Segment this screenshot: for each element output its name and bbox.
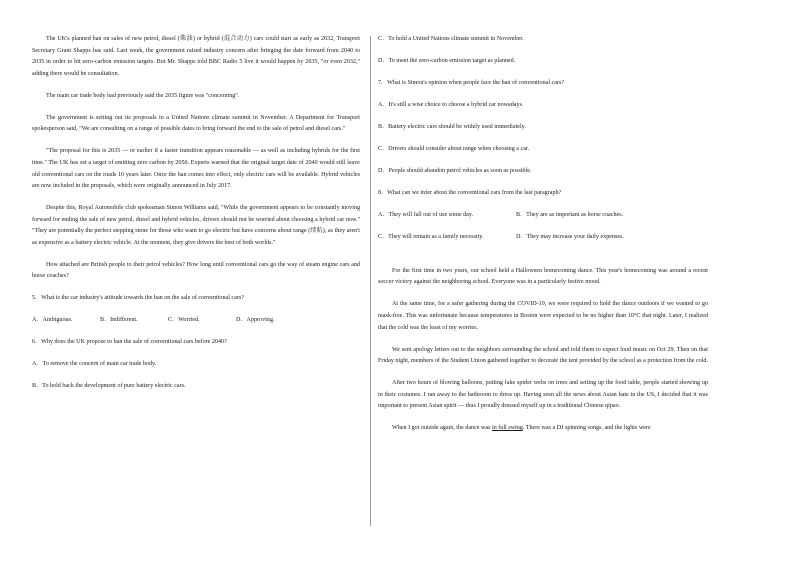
passage1-paragraph-2: The main car trade body had previously said the 2035 figure was "concerning". bbox=[46, 92, 240, 99]
q7-option-b: B．Battery electric cars should be widely used immediately. bbox=[378, 123, 526, 130]
q8-option-d: D．They may increase your daily expenses. bbox=[516, 233, 624, 240]
passage2-paragraph-2: At the same time, for a safer gathering during the COVID-19, we were required to hold the dance outdoors if we wanted to go mask-free. This was unfortunate because temperatures in Boston were expected to be no higher than 10°C that night. Later, I realized that the cold was the least of my worries. bbox=[378, 301, 708, 331]
paragraph-5-text-after: . There was a DJ spinning songs, and the lights were bbox=[522, 425, 651, 432]
q8-option-c: C．They will remain as a family necessity. bbox=[378, 233, 484, 240]
passage2-paragraph-5 bbox=[378, 423, 708, 435]
question-8: 8．What can we infer about the conventional cars from the last paragraph? bbox=[378, 189, 562, 196]
question-6: 6．Why does the UK propose to ban the sale of conventional cars before 2040? bbox=[32, 339, 227, 346]
underlined-phrase: in full swing bbox=[492, 425, 523, 432]
q5-option-d: D．Approving. bbox=[236, 317, 275, 324]
q8-option-a: A．They will fall out of use some day. bbox=[378, 211, 474, 218]
question-8-options-row-1 bbox=[378, 210, 708, 222]
left-column bbox=[32, 34, 360, 403]
section-gap bbox=[378, 254, 708, 266]
q7-option-d: D．People should abandon petrol vehicles as soon as possible. bbox=[378, 167, 532, 174]
question-8-options-row-2 bbox=[378, 232, 708, 244]
q5-option-c: C．Worried. bbox=[168, 317, 200, 324]
q7-option-c: C．Drivers should consider about range when choosing a car. bbox=[378, 145, 530, 152]
q6-option-a: A．To remove the concern of main car trade body. bbox=[32, 361, 157, 368]
right-column bbox=[378, 34, 708, 445]
question-5: 5．What is the car industry's attitude towards the ban on the sale of conventional cars? bbox=[32, 295, 244, 302]
q6-option-b: B．To hold back the development of pure battery electric cars. bbox=[32, 383, 186, 390]
passage2-paragraph-1: For the first time in two years, our school held a Halloween homecoming dance. This year's homecoming was around a recent soccer victory against the neighboring school. Everyone was in a particularly festive mood. bbox=[378, 267, 708, 286]
passage1-paragraph-1: The UK's planned ban on sales of new petrol, diesel (柴油) or hybrid (混合动力) cars could start as early as 2032, Transport Secretary Grant Shapps has said. Last week, the government raised industry concern after bringing the date forward from 2040 to 2035 in order to hit zero-carbon emission targets. But Mr. Shapps told BBC Radio 5 live it would happen by 2035, "or even 2032," adding there would be consultation. bbox=[32, 36, 360, 77]
passage1-paragraph-4: "The proposal for this is 2035 — or earlier if a faster transition appears reasonable — as well as including hybrids for the first time." The UK has set a target of emitting zero carbon by 2050. Experts warned that the original target date of 2040 would still leave old conventional cars on the roads 10 years later. Once the ban comes into effect, only electric cars will be available. Hybrid vehicles are now included in the proposals, which were originally announced in July 2017. bbox=[32, 148, 360, 190]
q6-option-c: C．To hold a United Nations climate summit in November. bbox=[378, 36, 524, 42]
q5-option-b: B．Indifferent. bbox=[100, 317, 138, 324]
question-7: 7．What is Simon's opinion when people face the ban of conventional cars? bbox=[378, 79, 565, 86]
passage2-paragraph-4: After two hours of blowing balloons, putting fake spider webs on trees and setting up the food table, people started showing up in their costumes. I ran away to the bathroom to dress up. Having seen all the news about Asian hate in the US, I decided that it was important to present Asian spirit — thus I proudly dressed myself up in a traditional Chinese qipao. bbox=[378, 380, 708, 410]
column-divider bbox=[370, 36, 371, 526]
q7-option-a: A．It's still a wise choice to choose a hybrid car nowadays. bbox=[378, 101, 524, 108]
passage1-paragraph-6: How attached are British people to their petrol vehicles? How long until conventional cars go the way of steam engine cars and horse coaches? bbox=[32, 261, 360, 280]
passage1-paragraph-3: The government is setting out its proposals in a United Nations climate summit in November. A Department for Transport spokesperson said, "We are consulting on a range of possible dates to bring forward the end to the sale of petrol and diesel cars." bbox=[32, 114, 360, 133]
q5-option-a: A．Ambiguous. bbox=[32, 317, 73, 324]
q8-option-b: B．They are as important as horse coaches. bbox=[516, 211, 624, 218]
passage1-paragraph-5: Despite this, Royal Automobile club spokesman Simon Williams said, "While the government appears to be constantly moving forward for ending the sale of new petrol, diesel and hybrid vehicles, drivers should not be worried about choosing a hybrid car now." "They are potentially the perfect stepping stone for those who want to go electric but have concerns about range (续航), as they aren't as expensive as a battery electric vehicle. At the moment, they give drivers the best of both worlds." bbox=[32, 205, 360, 246]
question-5-options bbox=[32, 315, 360, 327]
passage2-paragraph-3: We sent apology letters out to the neighbors surrounding the school and told them to expect loud music on Oct 29. Then on that Friday night, members of the Student Union gathered together to decorate the tent provided by the school as a protection from the cold. bbox=[378, 346, 708, 365]
paragraph-5-text-before: When I got outside again, the dance was bbox=[392, 425, 493, 432]
q6-option-d: D．To meet the zero-carbon emission target as planned. bbox=[378, 57, 516, 64]
